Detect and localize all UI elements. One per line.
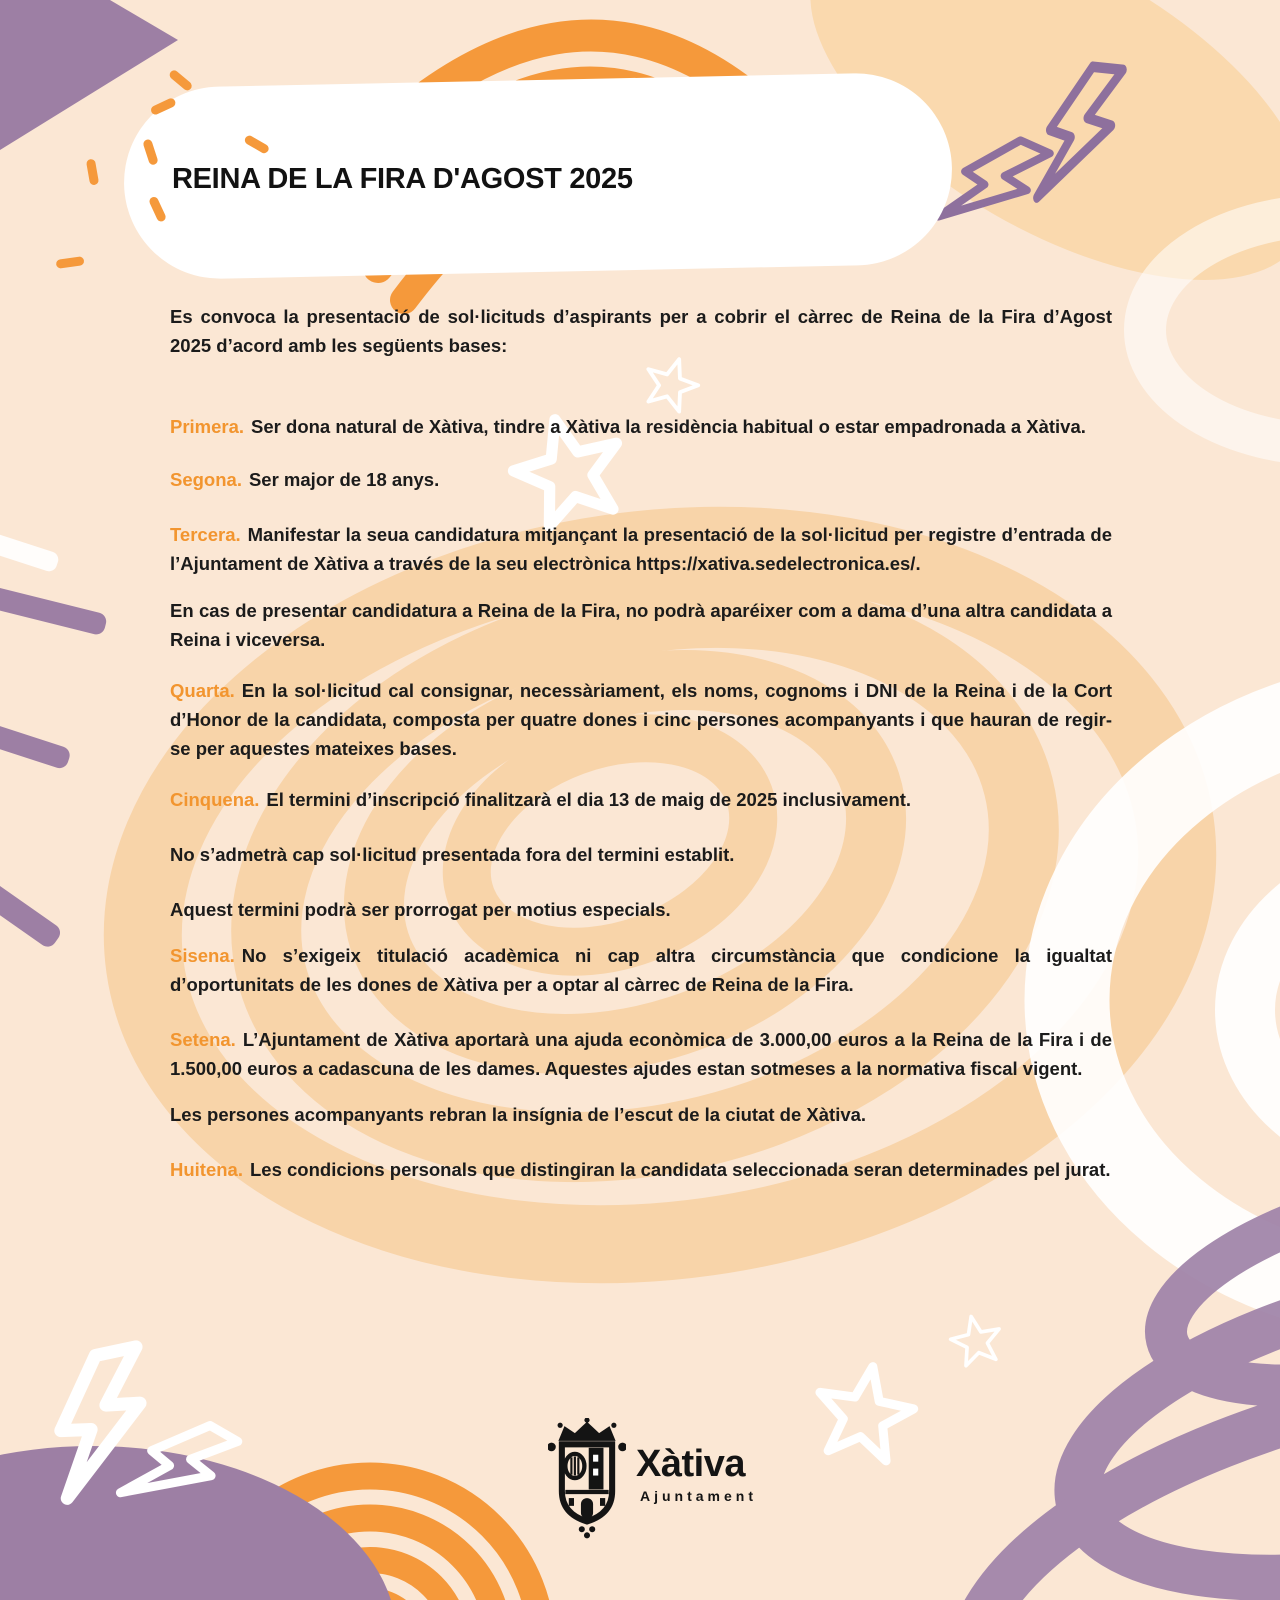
page-title: REINA DE LA FIRA D'AGOST 2025 — [172, 163, 633, 195]
clause-tercera-note — [170, 596, 1112, 654]
document-body — [170, 302, 1112, 1210]
clause-text: No s’admetrà cap sol·licitud presentada fora del termini establit. — [170, 844, 735, 865]
clause-setena-note — [170, 1100, 1112, 1129]
clause-text: Manifestar la seua candidatura mitjançant la presentació de la sol·licitud per registre d’entrada de l’Ajuntament de Xàtiva a través de la seu electrònica https://xativa.sedelectronica.es/. — [170, 524, 1112, 574]
clause-label: Segona. — [170, 469, 242, 490]
clause-label: Cinquena. — [170, 789, 260, 810]
clause-label: Quarta. — [170, 680, 235, 701]
clause-text: En la sol·licitud cal consignar, necessàriament, els noms, cognoms i DNI de la Reina i de la Cort d’Honor de la candidata, composta per quatre dones i cinc persones acompanyants i que hauran de regir-se per aquestes mateixes bases. — [170, 680, 1112, 759]
clause-segona — [170, 465, 1112, 494]
clause-text: Ser dona natural de Xàtiva, tindre a Xàtiva la residència habitual o estar empadronada a Xàtiva. — [251, 416, 1086, 437]
clause-text: Aquest termini podrà ser prorrogat per motius especials. — [170, 899, 671, 920]
clause-text: No s’exigeix titulació acadèmica ni cap altra circumstància que condicione la igualtat d’oportunitats de les dones de Xàtiva per a optar al càrrec de Reina de la Fira. — [170, 945, 1112, 995]
clause-cinquena — [170, 785, 1112, 814]
xativa-coat-of-arms-icon — [548, 1418, 626, 1540]
clause-label: Setena. — [170, 1029, 236, 1050]
clause-setena — [170, 1025, 1112, 1083]
logo-name: Xàtiva — [636, 1443, 745, 1485]
clause-cinquena-note2 — [170, 895, 1112, 924]
clause-label: Primera. — [170, 416, 245, 437]
clause-text: Les persones acompanyants rebran la insígnia de l’escut de la ciutat de Xàtiva. — [170, 1104, 867, 1125]
clause-cinquena-note1 — [170, 840, 1112, 869]
clause-primera — [170, 412, 1112, 441]
city-logo — [548, 1418, 757, 1540]
clause-text: El termini d’inscripció finalitzarà el dia 13 de maig de 2025 inclusivament. — [266, 789, 912, 810]
clause-huitena — [170, 1155, 1112, 1184]
clause-tercera — [170, 520, 1112, 578]
logo-text — [636, 1418, 757, 1504]
clause-label: Huitena. — [170, 1159, 243, 1180]
clause-text: L’Ajuntament de Xàtiva aportarà una ajuda econòmica de 3.000,00 euros a la Reina de la Fira i de 1.500,00 euros a cadascuna de les dames. Aquestes ajudes estan sotmeses a la normativa fiscal vigent. — [170, 1029, 1112, 1079]
clause-sisena — [170, 941, 1112, 999]
clause-label: Sisena. — [170, 945, 235, 966]
clause-text: Les condicions personals que distingiran la candidata seleccionada seran determinades pel jurat. — [249, 1159, 1111, 1180]
clause-text: En cas de presentar candidatura a Reina de la Fira, no podrà aparéixer com a dama d’una altra candidata a Reina i viceversa. — [170, 600, 1112, 650]
logo-subtitle: Ajuntament — [640, 1488, 757, 1504]
clause-text: Ser major de 18 anys. — [248, 469, 440, 490]
clause-quarta — [170, 676, 1112, 763]
intro-paragraph: Es convoca la presentació de sol·licituds d’aspirants per a cobrir el càrrec de Reina de la Fira d’Agost 2025 d’acord amb les següents bases: — [170, 306, 1112, 356]
clause-label: Tercera. — [170, 524, 241, 545]
